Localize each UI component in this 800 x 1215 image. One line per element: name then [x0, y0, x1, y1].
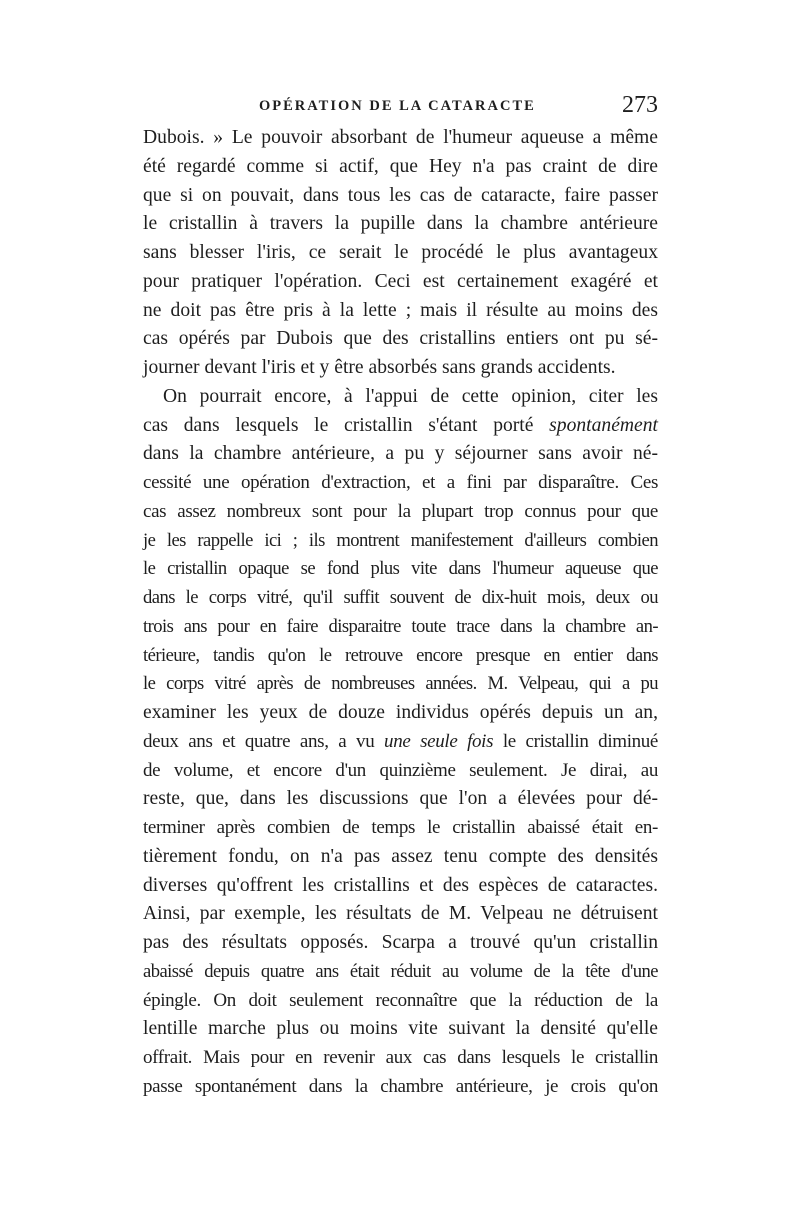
- text-line: de volume, et encore d'un quinzième seulement. Je dirai, au: [143, 759, 658, 781]
- text-line: dans le corps vitré, qu'il suffit souvent de dix-huit mois, deux ou: [143, 587, 658, 608]
- text-line: ne doit pas être pris à la lette ; mais il résulte au moins des: [143, 299, 658, 321]
- text-fragment: deux ans et quatre ans, a vu: [143, 730, 385, 752]
- text-line: [143, 728, 658, 757]
- text-line: le cristallin opaque se fond plus vite dans l'humeur aqueuse que: [143, 558, 658, 580]
- text-line: le corps vitré après de nombreuses années. M. Velpeau, qui a pu: [143, 673, 658, 695]
- italic-emphasis: une seule fois: [384, 730, 494, 752]
- text-line: sans blesser l'iris, ce serait le procédé le plus avantageux: [143, 242, 658, 263]
- text-line: pas des résultats opposés. Scarpa a trouvé qu'un cristallin: [143, 932, 658, 953]
- text-line: abaissé depuis quatre ans était réduit au volume de la tête d'une: [143, 960, 658, 982]
- page-number: 273: [622, 92, 658, 118]
- text-line: cessité une opération d'extraction, et a fini par disparaître. Ces: [143, 472, 658, 493]
- text-line: cas opérés par Dubois que des cristallins entiers ont pu sé-: [143, 328, 658, 350]
- text-line: pour pratiquer l'opération. Ceci est certainement exagéré et: [143, 270, 658, 292]
- italic-emphasis: spontanément: [549, 414, 658, 436]
- text-line: On pourrait encore, à l'appui de cette opinion, citer les: [163, 385, 658, 407]
- text-line: que si on pouvait, dans tous les cas de cataracte, faire passer: [143, 184, 658, 206]
- text-line: épingle. On doit seulement reconnaître que la réduction de la: [143, 989, 658, 1011]
- running-title: OPÉRATION DE LA CATARACTE: [259, 98, 536, 114]
- text-line: je les rappelle ici ; ils montrent manifestement d'ailleurs combien: [143, 529, 658, 551]
- text-line: lentille marche plus ou moins vite suivant la densité qu'elle: [143, 1018, 658, 1040]
- text-line: offrait. Mais pour en revenir aux cas dans lesquels le cristallin: [143, 1047, 658, 1068]
- text-line: reste, que, dans les discussions que l'on a élevées pour dé-: [143, 788, 658, 810]
- text-line: Ainsi, par exemple, les résultats de M. Velpeau ne détruisent: [143, 903, 658, 925]
- text-line: été regardé comme si actif, que Hey n'a pas craint de dire: [143, 155, 658, 177]
- text-line: dans la chambre antérieure, a pu y séjourner sans avoir né-: [143, 443, 658, 465]
- text-line: examiner les yeux de douze individus opérés depuis un an,: [143, 702, 658, 723]
- text-fragment: cas dans lesquels le cristallin s'étant porté: [143, 414, 550, 436]
- text-fragment: le cristallin diminué: [493, 730, 659, 752]
- text-line: le cristallin à travers la pupille dans la chambre antérieure: [143, 213, 658, 235]
- text-line: térieure, tandis qu'on le retrouve encore presque en entier dans: [143, 644, 658, 666]
- text-line: diverses qu'offrent les cristallins et des espèces de cataractes.: [143, 874, 658, 896]
- text-line: trois ans pour en faire disparaitre toute trace dans la chambre an-: [143, 615, 658, 637]
- body-text: [143, 124, 658, 1102]
- text-line: terminer après combien de temps le cristallin abaissé était en-: [143, 817, 658, 838]
- text-line: Dubois. » Le pouvoir absorbant de l'humeur aqueuse a même: [143, 127, 658, 148]
- page-header: [143, 92, 658, 120]
- text-line: journer devant l'iris et y être absorbés sans grands accidents.: [143, 357, 616, 378]
- text-line: passe spontanément dans la chambre antérieure, je crois qu'on: [143, 1075, 658, 1097]
- text-line: [143, 412, 658, 441]
- text-line: tièrement fondu, on n'a pas assez tenu compte des densités: [143, 845, 658, 867]
- text-line: cas assez nombreux sont pour la plupart trop connus pour que: [143, 500, 658, 522]
